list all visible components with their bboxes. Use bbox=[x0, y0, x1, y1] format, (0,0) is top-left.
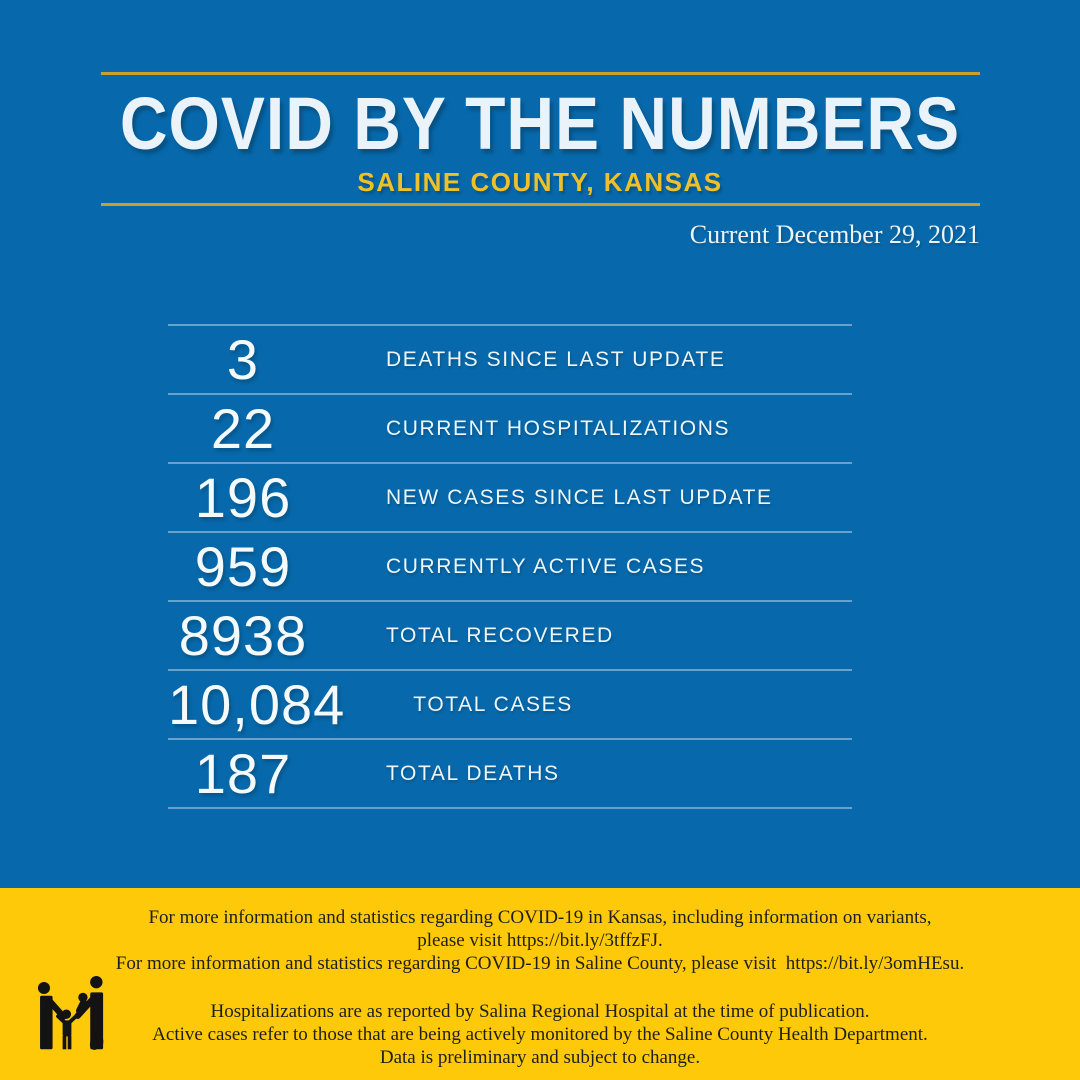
stat-label: CURRENT HOSPITALIZATIONS bbox=[386, 416, 731, 440]
stat-row-total-recovered bbox=[168, 600, 852, 669]
footer-note-line: Hospitalizations are as reported by Salina Regional Hospital at the time of publication. bbox=[210, 1001, 870, 1022]
stat-label: TOTAL DEATHS bbox=[386, 761, 560, 785]
stat-value: 22 bbox=[210, 397, 276, 460]
current-date: Current December 29, 2021 bbox=[689, 220, 980, 249]
page-title: COVID BY THE NUMBERS bbox=[119, 81, 961, 165]
stat-label: TOTAL RECOVERED bbox=[386, 623, 614, 647]
stat-value: 187 bbox=[194, 742, 292, 805]
footer-info-text bbox=[0, 906, 1080, 975]
stat-value: 3 bbox=[226, 328, 260, 391]
stat-label: NEW CASES SINCE LAST UPDATE bbox=[386, 485, 773, 509]
footer-info-line: please visit https://bit.ly/3tffzFJ. bbox=[417, 930, 663, 951]
stat-row-new-cases-since-update bbox=[168, 462, 852, 531]
stat-label: TOTAL CASES bbox=[413, 692, 573, 716]
stat-row-total-cases bbox=[168, 669, 852, 738]
footer-info-line: For more information and statistics regarding COVID-19 in Kansas, including information on variants, bbox=[148, 907, 932, 928]
footer-info-line: For more information and statistics regarding COVID-19 in Saline County, please visit https://bit.ly/3omHEsu. bbox=[115, 953, 965, 974]
stat-row-currently-active-cases bbox=[168, 531, 852, 600]
stat-row-current-hospitalizations bbox=[168, 393, 852, 462]
stat-value: 10,084 bbox=[168, 673, 346, 736]
stat-row-deaths-since-update bbox=[168, 324, 852, 393]
stat-value: 8938 bbox=[178, 604, 308, 667]
stat-value: 959 bbox=[194, 535, 292, 598]
stat-label: DEATHS SINCE LAST UPDATE bbox=[386, 347, 726, 371]
stats-table bbox=[168, 324, 852, 809]
footer-band bbox=[0, 888, 1080, 1080]
stat-label: CURRENTLY ACTIVE CASES bbox=[386, 554, 706, 578]
header-top-rule bbox=[101, 72, 980, 75]
footer-note-line: Active cases refer to those that are being actively monitored by the Saline County Health Department. bbox=[152, 1024, 928, 1045]
footer-note-line: Data is preliminary and subject to change. bbox=[379, 1047, 701, 1068]
stat-value: 196 bbox=[194, 466, 292, 529]
stat-row-total-deaths bbox=[168, 738, 852, 807]
footer-notes-text bbox=[0, 1000, 1080, 1069]
header-bottom-rule bbox=[101, 203, 980, 206]
page-subtitle: SALINE COUNTY, KANSAS bbox=[357, 167, 723, 197]
